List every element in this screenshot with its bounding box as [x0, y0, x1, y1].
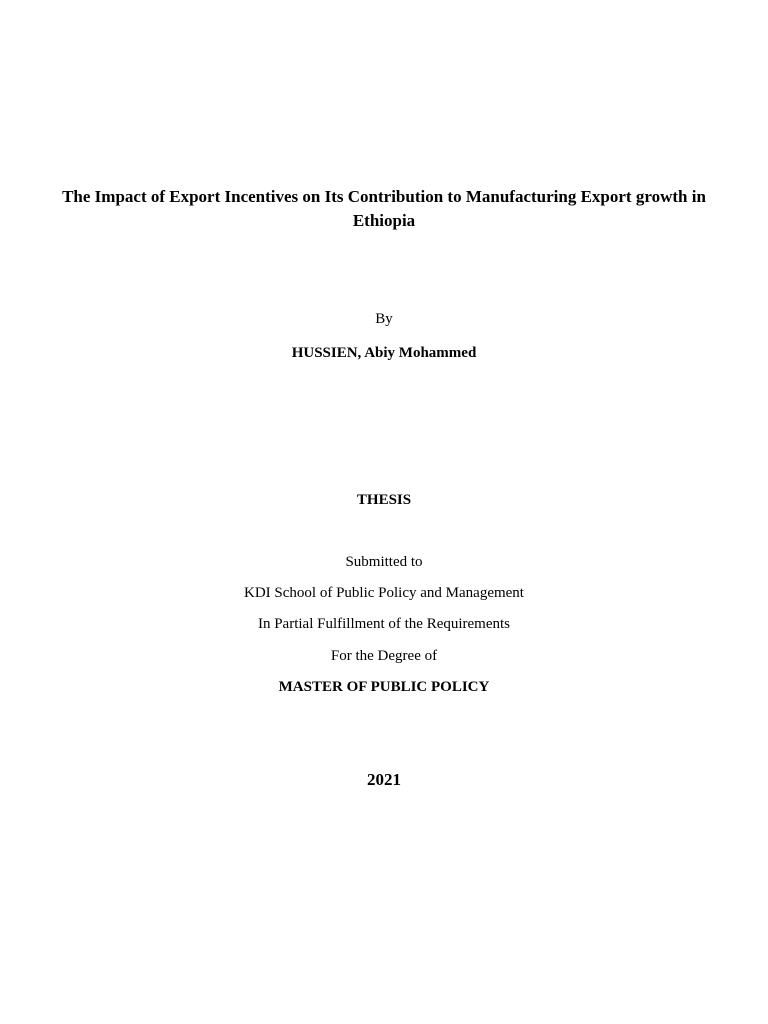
institution-name: KDI School of Public Policy and Management — [244, 585, 524, 601]
thesis-title: The Impact of Export Incentives on Its Contribution to Manufacturing Export growth in Ethiopia — [62, 187, 706, 230]
fulfillment-statement: In Partial Fulfillment of the Requirements — [257, 616, 511, 632]
by-label: By — [375, 311, 393, 327]
degree-name: MASTER OF PUBLIC POLICY — [278, 679, 490, 695]
submitted-to: Submitted to — [345, 554, 423, 570]
degree-intro: For the Degree of — [330, 648, 438, 664]
author-name: HUSSIEN, Abiy Mohammed — [291, 345, 477, 361]
document-type: THESIS — [356, 492, 412, 508]
submission-year: 2021 — [367, 770, 401, 789]
